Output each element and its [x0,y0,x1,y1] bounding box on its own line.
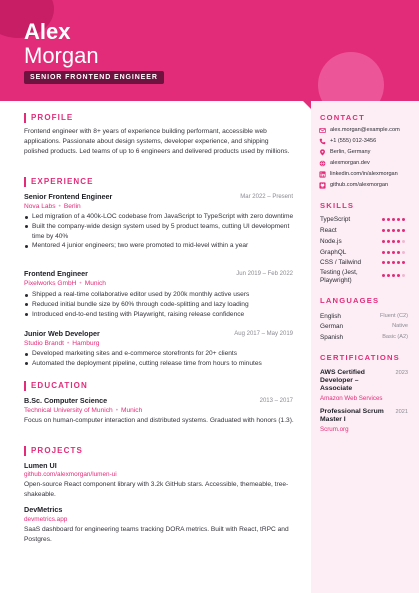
rating-dot-filled [382,251,385,254]
skill-name: Node.js [320,238,342,245]
heading-accent-bar [24,177,26,187]
rating-dot-filled [387,274,390,277]
job-company [24,339,99,348]
certification-year: 2021 [395,409,408,415]
skill-rating [382,218,405,221]
contact-linkedin[interactable] [319,170,398,179]
rating-dot-filled [382,218,385,221]
job-title: Junior Web Developer [24,329,100,338]
rating-dot-filled [382,274,385,277]
rating-dot-filled [397,229,400,232]
rating-dot-filled [397,240,400,243]
language-name: German [320,323,344,330]
job-dates: Mar 2022 – Present [240,194,293,200]
project-name: DevMetrics [24,505,63,514]
rating-dot-filled [392,274,395,277]
certification-year: 2023 [395,370,408,376]
decorative-circle [318,52,384,101]
globe-icon [319,160,326,167]
rating-dot-empty [402,251,405,254]
education-dates: 2013 – 2017 [259,398,293,404]
contact-github[interactable] [319,181,388,190]
job-bullets [24,290,294,319]
company-location: Hamburg [72,340,100,347]
rating-dot-filled [392,251,395,254]
section-title: PROFILE [31,113,74,122]
language-name: English [320,313,341,320]
skill-name: React [320,227,337,234]
sidebar-heading-languages: LANGUAGES [320,296,380,305]
sidebar-heading-contact: CONTACT [320,113,365,122]
rating-dot-filled [387,240,390,243]
heading-accent-bar [24,113,26,123]
project-link[interactable]: devmetrics.app [24,516,68,523]
contact-value: Berlin, Germany [330,149,371,155]
skill-name: CSS / Tailwind [320,259,362,266]
job-bullets [24,349,294,369]
language-level: Native [392,323,408,329]
heading-accent-bar [24,446,26,456]
list-item: Led migration of a 400k-LOC codebase from JavaScript to TypeScript with zero downtime [24,212,294,222]
linkedin-icon [319,171,326,178]
project-name: Lumen UI [24,461,57,470]
company-location: Berlin [63,203,81,210]
skill-rating [382,274,405,277]
certification-name: Professional Scrum Master I [320,408,384,423]
job-title: Frontend Engineer [24,269,88,278]
company-name: Nova Labs [24,203,56,210]
company-location: Munich [84,280,106,287]
list-item: Mentored 4 junior engineers; two were promoted to mid-level within a year [24,241,294,251]
list-item: Built the company-wide design system used by 5 product teams, cutting UI development time by 40% [24,222,294,242]
contact-value: alexmorgan.dev [330,160,370,166]
phone-icon [319,138,326,145]
section-title: EXPERIENCE [31,177,94,186]
rating-dot-filled [392,240,395,243]
skill-rating [382,229,405,232]
rating-dot-filled [402,229,405,232]
rating-dot-filled [397,251,400,254]
school: Technical University of Munich [24,407,113,414]
heading-accent-bar [24,381,26,391]
rating-dot-filled [387,261,390,264]
skill-rating [382,261,405,264]
rating-dot-filled [392,229,395,232]
list-item: Automated the deployment pipeline, cutting release time from hours to minutes [24,359,294,369]
rating-dot-empty [402,240,405,243]
profile-summary: Frontend engineer with 8+ years of experience building performant, accessible web applications. Passionate about design systems, developer experience, and shipping polished products. Led teams of up to 6 engineers and delivered products used by millions. [24,128,290,155]
job-company [24,202,81,211]
rating-dot-filled [397,274,400,277]
school-name [24,406,142,415]
skill-name: Testing (Jest, Playwright) [320,269,358,284]
job-bullets [24,212,294,251]
project-link[interactable]: github.com/alexmorgan/lumen-ui [24,471,117,478]
contact-value: linkedin.com/in/alexmorgan [330,171,398,177]
rating-dot-filled [387,251,390,254]
rating-dot-empty [402,274,405,277]
contact-value: +1 (555) 012-3456 [330,138,377,144]
list-item: Introduced end-to-end testing with Playwright, raising release confidence [24,310,294,320]
rating-dot-filled [387,229,390,232]
language-level: Basic (A2) [382,334,408,340]
certification-issuer: Scrum.org [320,426,349,433]
language-level: Fluent (C2) [380,313,408,319]
contact-value: alex.morgan@example.com [330,127,400,133]
certification-name: AWS Certified Developer – Associate [320,369,365,392]
job-dates: Aug 2017 – May 2019 [234,331,293,337]
section-title: EDUCATION [31,381,88,390]
rating-dot-filled [382,229,385,232]
separator-dot: • [115,407,118,414]
list-item: Developed marketing sites and e-commerce storefronts for 20+ clients [24,349,294,359]
degree-title: B.Sc. Computer Science [24,396,108,405]
rating-dot-filled [397,218,400,221]
separator-dot: • [66,340,70,347]
sidebar-heading-certifications: CERTIFICATIONS [320,353,400,362]
resume-header [0,0,419,101]
skill-rating [382,240,405,243]
contact-email[interactable] [319,126,400,135]
job-company [24,279,106,288]
rating-dot-filled [382,261,385,264]
sidebar-heading-skills: SKILLS [320,201,355,210]
contact-website[interactable] [319,159,370,168]
company-name: Pixelworks GmbH [24,280,77,287]
skill-name: TypeScript [320,216,351,223]
email-icon [319,127,326,134]
rating-dot-filled [392,261,395,264]
contact-value: github.com/alexmorgan [330,182,389,188]
location-pin-icon [319,149,326,156]
rating-dot-filled [402,261,405,264]
rating-dot-filled [382,240,385,243]
contact-phone[interactable] [319,137,376,146]
project-description: Open-source React component library with 3.2k GitHub stars. Accessible, themeable, tree-shakeable. [24,481,289,498]
sidebar-notch [303,101,311,109]
list-item: Shipped a real-time collaborative editor used by 200k monthly active users [24,290,294,300]
rating-dot-filled [402,218,405,221]
last-name: Morgan [24,43,99,68]
company-name: Studio Brandt [24,340,64,347]
github-icon [319,182,326,189]
school-location: Munich [121,407,143,414]
first-name: Alex [24,19,71,44]
rating-dot-filled [387,218,390,221]
job-title: Senior Frontend Engineer [24,192,113,201]
contact-location [319,148,370,157]
job-title-badge: SENIOR FRONTEND ENGINEER [24,71,164,84]
skill-name: GraphQL [320,249,347,256]
rating-dot-filled [397,261,400,264]
section-title: PROJECTS [31,446,83,455]
rating-dot-filled [392,218,395,221]
skill-rating [382,251,405,254]
job-dates: Jun 2019 – Feb 2022 [236,271,293,277]
separator-dot: • [79,280,82,287]
list-item: Reduced initial bundle size by 60% through code-splitting and lazy loading [24,300,294,310]
separator-dot: • [58,203,61,210]
project-description: SaaS dashboard for engineering teams tracking DORA metrics. Built with React, tRPC and Postgres. [24,526,289,543]
certification-issuer: Amazon Web Services [320,395,383,402]
language-name: Spanish [320,334,344,341]
education-description: Focus on human-computer interaction and distributed systems. Graduated with honors (1.3). [24,417,294,424]
